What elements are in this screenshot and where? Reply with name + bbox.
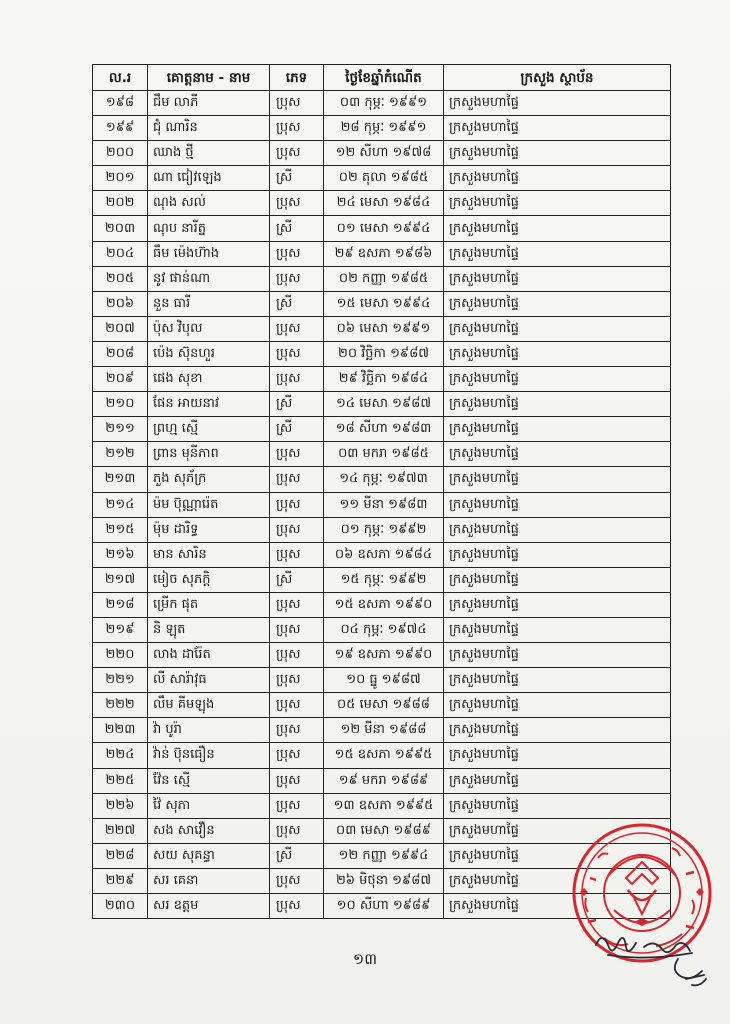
ministry-cell: ក្រសួងមហាផ្ទៃ (444, 643, 671, 668)
date-of-birth-cell: ១៩ ឧសភា ១៩៩០ (324, 643, 444, 668)
table-row (93, 216, 671, 241)
date-of-birth-cell: ០៦ មេសា ១៩៩១ (324, 316, 444, 341)
date-of-birth-cell: ០២ កញ្ញា ១៩៨៥ (324, 266, 444, 291)
date-of-birth-cell: ០៣ មេសា ១៩៨៩ (324, 818, 444, 843)
personnel-table (92, 64, 671, 919)
row-number-cell: ២២០ (93, 643, 148, 668)
ministry-cell: ក្រសួងមហាផ្ទៃ (444, 141, 671, 166)
row-number-cell: ២១៦ (93, 542, 148, 567)
full-name-cell: ម្រើក ផុត (148, 592, 270, 617)
date-of-birth-cell: ១៥ ឧសភា ១៩៩៥ (324, 743, 444, 768)
row-number-cell: ២១៤ (93, 492, 148, 517)
row-number-cell: ២០៣ (93, 216, 148, 241)
table-row (93, 417, 671, 442)
full-name-cell: មៀច សុភក្តិ (148, 567, 270, 592)
date-of-birth-cell: ១២ សីហា ១៩៧៨ (324, 141, 444, 166)
row-number-cell: ២០៩ (93, 367, 148, 392)
table-row (93, 643, 671, 668)
sex-cell: ប្រុស (270, 442, 324, 467)
date-of-birth-cell: ១៨ សីហា ១៩៨៣ (324, 417, 444, 442)
row-number-cell: ២២១ (93, 668, 148, 693)
table-body (93, 91, 671, 919)
sex-cell: ប្រុស (270, 266, 324, 291)
table-row (93, 191, 671, 216)
row-number-cell: ១៩៨ (93, 91, 148, 116)
row-number-cell: ២១៧ (93, 567, 148, 592)
sex-cell: ប្រុស (270, 743, 324, 768)
row-number-cell: ២២៦ (93, 793, 148, 818)
full-name-cell: ណុង សល់ (148, 191, 270, 216)
sex-cell: ប្រុស (270, 592, 324, 617)
full-name-cell: ព្រាន មុនីភាព (148, 442, 270, 467)
row-number-cell: ២២៣ (93, 718, 148, 743)
table-row (93, 668, 671, 693)
sex-cell: ប្រុស (270, 617, 324, 642)
row-number-cell: ២០០ (93, 141, 148, 166)
row-number-cell: ២០៧ (93, 316, 148, 341)
full-name-cell: នូវ ផាន់ណា (148, 266, 270, 291)
page-number: ១៣ (352, 950, 378, 968)
row-number-cell: ២០៥ (93, 266, 148, 291)
ministry-cell: ក្រសួងមហាផ្ទៃ (444, 316, 671, 341)
date-of-birth-cell: ១៤ មេសា ១៩៨៧ (324, 392, 444, 417)
date-of-birth-cell: ១១ មីនា ១៩៨៣ (324, 492, 444, 517)
table-row (93, 542, 671, 567)
ministry-cell: ក្រសួងមហាផ្ទៃ (444, 492, 671, 517)
row-number-cell: ២២៤ (93, 743, 148, 768)
date-of-birth-cell: ១៥ មេសា ១៩៩៤ (324, 291, 444, 316)
table-row (93, 266, 671, 291)
sex-cell: ប្រុស (270, 316, 324, 341)
row-number-cell: ២២២ (93, 693, 148, 718)
sex-cell: ស្រី (270, 166, 324, 191)
ministry-cell: ក្រសួងមហាផ្ទៃ (444, 718, 671, 743)
date-of-birth-cell: ០៣ កុម្ភៈ ១៩៩១ (324, 91, 444, 116)
ministry-cell: ក្រសួងមហាផ្ទៃ (444, 843, 671, 868)
table-row (93, 567, 671, 592)
table-row (93, 291, 671, 316)
row-number-cell: ២១៥ (93, 517, 148, 542)
ministry-cell: ក្រសួងមហាផ្ទៃ (444, 567, 671, 592)
date-of-birth-cell: ២៨ កុម្ភៈ ១៩៩១ (324, 116, 444, 141)
sex-cell: ស្រី (270, 392, 324, 417)
ministry-cell: ក្រសួងមហាផ្ទៃ (444, 592, 671, 617)
ministry-cell: ក្រសួងមហាផ្ទៃ (444, 668, 671, 693)
ministry-cell: ក្រសួងមហាផ្ទៃ (444, 868, 671, 893)
ministry-cell: ក្រសួងមហាផ្ទៃ (444, 191, 671, 216)
ministry-cell: ក្រសួងមហាផ្ទៃ (444, 693, 671, 718)
sex-cell: ប្រុស (270, 141, 324, 166)
ministry-cell: ក្រសួងមហាផ្ទៃ (444, 291, 671, 316)
date-of-birth-cell: ០១ កុម្ភៈ ១៩៩២ (324, 517, 444, 542)
sex-cell: ប្រុស (270, 367, 324, 392)
table-row (93, 367, 671, 392)
full-name-cell: ផេង សុខា (148, 367, 270, 392)
full-name-cell: វ៉ា បូរ៉ា (148, 718, 270, 743)
header-ministry: ក្រសួង ស្ថាប័ន (444, 65, 671, 91)
row-number-cell: ២០៤ (93, 241, 148, 266)
table-row (93, 617, 671, 642)
full-name-cell: សង សាវឿន (148, 818, 270, 843)
ministry-cell: ក្រសួងមហាផ្ទៃ (444, 341, 671, 366)
row-number-cell: ២០២ (93, 191, 148, 216)
ministry-cell: ក្រសួងមហាផ្ទៃ (444, 241, 671, 266)
full-name-cell: ម៉ុម ដារិទ្ធ (148, 517, 270, 542)
row-number-cell: ២០៨ (93, 341, 148, 366)
table-row (93, 392, 671, 417)
full-name-cell: ឈាង ថ្មី (148, 141, 270, 166)
table-row (93, 517, 671, 542)
row-number-cell: ២១១ (93, 417, 148, 442)
full-name-cell: នួន ធារី (148, 291, 270, 316)
date-of-birth-cell: ០៥ មេសា ១៩៨៨ (324, 693, 444, 718)
table-row (93, 442, 671, 467)
table-row (93, 341, 671, 366)
ministry-cell: ក្រសួងមហាផ្ទៃ (444, 116, 671, 141)
table-row (93, 91, 671, 116)
date-of-birth-cell: ០៣ មករា ១៩៨៥ (324, 442, 444, 467)
sex-cell: ប្រុស (270, 668, 324, 693)
date-of-birth-cell: ១២ កញ្ញា ១៩៩៤ (324, 843, 444, 868)
header-number: ល.រ (93, 65, 148, 91)
full-name-cell: ប៉ុស វិបុល (148, 316, 270, 341)
sex-cell: ស្រី (270, 567, 324, 592)
full-name-cell: ជឹម លាភី (148, 91, 270, 116)
table-row (93, 793, 671, 818)
row-number-cell: ២១០ (93, 392, 148, 417)
ministry-cell: ក្រសួងមហាផ្ទៃ (444, 417, 671, 442)
sex-cell: ប្រុស (270, 517, 324, 542)
row-number-cell: ១៩៩ (93, 116, 148, 141)
full-name-cell: ណា ជៀវឡេង (148, 166, 270, 191)
sex-cell: ប្រុស (270, 768, 324, 793)
ministry-cell: ក្រសួងមហាផ្ទៃ (444, 442, 671, 467)
ministry-cell: ក្រសួងមហាផ្ទៃ (444, 166, 671, 191)
table-row (93, 768, 671, 793)
table-row (93, 241, 671, 266)
ministry-cell: ក្រសួងមហាផ្ទៃ (444, 266, 671, 291)
full-name-cell: ធឹម ម៉េងហ៊ាង (148, 241, 270, 266)
full-name-cell: ជុំ ណារិន (148, 116, 270, 141)
full-name-cell: ព្រហ្ម ស្មើ (148, 417, 270, 442)
date-of-birth-cell: ២៩ វិច្ឆិកា ១៩៨៤ (324, 367, 444, 392)
ministry-cell: ក្រសួងមហាផ្ទៃ (444, 392, 671, 417)
header-name: គោត្តនាម - នាម (148, 65, 270, 91)
full-name-cell: សរ គេនា (148, 868, 270, 893)
table-row (93, 166, 671, 191)
row-number-cell: ២២៩ (93, 868, 148, 893)
full-name-cell: ប៉េង ស៊ុនហួរ (148, 341, 270, 366)
full-name-cell: និ ឡុត (148, 617, 270, 642)
sex-cell: ប្រុស (270, 542, 324, 567)
date-of-birth-cell: ១៤ កុម្ភៈ ១៩៧៣ (324, 467, 444, 492)
table-row (93, 116, 671, 141)
date-of-birth-cell: ០៦ ឧសភា ១៩៨៤ (324, 542, 444, 567)
table-row (93, 492, 671, 517)
full-name-cell: លី សារ៉ាវុធ (148, 668, 270, 693)
ministry-cell: ក្រសួងមហាផ្ទៃ (444, 542, 671, 567)
row-number-cell: ២១៩ (93, 617, 148, 642)
ministry-cell: ក្រសួងមហាផ្ទៃ (444, 91, 671, 116)
date-of-birth-cell: ១៥ ឧសភា ១៩៩០ (324, 592, 444, 617)
ministry-cell: ក្រសួងមហាផ្ទៃ (444, 367, 671, 392)
full-name-cell: មាន សារិន (148, 542, 270, 567)
sex-cell: ប្រុស (270, 467, 324, 492)
date-of-birth-cell: ១៩ មករា ១៩៨៩ (324, 768, 444, 793)
table-row (93, 592, 671, 617)
sex-cell: ស្រី (270, 843, 324, 868)
table-row (93, 141, 671, 166)
date-of-birth-cell: ១២ មីនា ១៩៨៨ (324, 718, 444, 743)
ministry-cell: ក្រសួងមហាផ្ទៃ (444, 768, 671, 793)
full-name-cell: វ៉ាន់ ប៊ុនធឿន (148, 743, 270, 768)
ministry-cell: ក្រសួងមហាផ្ទៃ (444, 894, 671, 919)
row-number-cell: ២៣០ (93, 894, 148, 919)
full-name-cell: សយ សុគន្ធា (148, 843, 270, 868)
row-number-cell: ២២៥ (93, 768, 148, 793)
ministry-cell: ក្រសួងមហាផ្ទៃ (444, 467, 671, 492)
date-of-birth-cell: ២០ វិច្ឆិកា ១៩៨៧ (324, 341, 444, 366)
sex-cell: ស្រី (270, 417, 324, 442)
date-of-birth-cell: ០២ តុលា ១៩៨៥ (324, 166, 444, 191)
table-row (93, 693, 671, 718)
full-name-cell: ផែន អាយនាវ (148, 392, 270, 417)
row-number-cell: ២០៦ (93, 291, 148, 316)
full-name-cell: សរ ឧត្តម (148, 894, 270, 919)
ministry-cell: ក្រសួងមហាផ្ទៃ (444, 517, 671, 542)
full-name-cell: ភួង សុភ័ក្រ (148, 467, 270, 492)
full-name-cell: លាង ដារ៉ែត (148, 643, 270, 668)
full-name-cell: វ៉ៃ សុភា (148, 793, 270, 818)
row-number-cell: ២១៨ (93, 592, 148, 617)
ministry-cell: ក្រសួងមហាផ្ទៃ (444, 743, 671, 768)
sex-cell: ប្រុស (270, 191, 324, 216)
sex-cell: ប្រុស (270, 116, 324, 141)
ministry-cell: ក្រសួងមហាផ្ទៃ (444, 216, 671, 241)
table-header-row (93, 65, 671, 91)
sex-cell: ប្រុស (270, 793, 324, 818)
row-number-cell: ២២៧ (93, 818, 148, 843)
date-of-birth-cell: ១០ ធ្នូ ១៩៨៧ (324, 668, 444, 693)
row-number-cell: ២២៨ (93, 843, 148, 868)
date-of-birth-cell: ០១ មេសា ១៩៩៤ (324, 216, 444, 241)
row-number-cell: ២១៣ (93, 467, 148, 492)
ministry-cell: ក្រសួងមហាផ្ទៃ (444, 818, 671, 843)
row-number-cell: ២១២ (93, 442, 148, 467)
sex-cell: ប្រុស (270, 868, 324, 893)
table-row (93, 718, 671, 743)
sex-cell: ប្រុស (270, 718, 324, 743)
ministry-cell: ក្រសួងមហាផ្ទៃ (444, 617, 671, 642)
row-number-cell: ២០១ (93, 166, 148, 191)
sex-cell: ប្រុស (270, 693, 324, 718)
table-row (93, 467, 671, 492)
sex-cell: ស្រី (270, 216, 324, 241)
date-of-birth-cell: ២៩ ឧសភា ១៩៨៦ (324, 241, 444, 266)
date-of-birth-cell: ១០ សីហា ១៩៨៩ (324, 894, 444, 919)
sex-cell: ប្រុស (270, 492, 324, 517)
sex-cell: ប្រុស (270, 818, 324, 843)
full-name-cell: ណុប នារីត្ន (148, 216, 270, 241)
table-row (93, 743, 671, 768)
date-of-birth-cell: ១៥ កុម្ភៈ ១៩៩២ (324, 567, 444, 592)
ministry-cell: ក្រសួងមហាផ្ទៃ (444, 793, 671, 818)
sex-cell: ប្រុស (270, 643, 324, 668)
sex-cell: ស្រី (270, 291, 324, 316)
signature-mark (588, 925, 718, 995)
full-name-cell: វ៉ែន ស្មើ (148, 768, 270, 793)
sex-cell: ប្រុស (270, 341, 324, 366)
header-date-of-birth: ថ្ងៃខែឆ្នាំកំណើត (324, 65, 444, 91)
header-sex: ភេទ (270, 65, 324, 91)
date-of-birth-cell: ២៤ មេសា ១៩៨៤ (324, 191, 444, 216)
sex-cell: ប្រុស (270, 91, 324, 116)
table-row (93, 316, 671, 341)
date-of-birth-cell: ២៦ មិថុនា ១៩៨៧ (324, 868, 444, 893)
full-name-cell: ម៉ម ប៊ុណ្ណារ៉េត (148, 492, 270, 517)
sex-cell: ប្រុស (270, 894, 324, 919)
full-name-cell: លឹម គីមឡុង (148, 693, 270, 718)
date-of-birth-cell: ១៣ ឧសភា ១៩៩៥ (324, 793, 444, 818)
date-of-birth-cell: ០៤ កុម្ភៈ ១៩៧៤ (324, 617, 444, 642)
sex-cell: ប្រុស (270, 241, 324, 266)
